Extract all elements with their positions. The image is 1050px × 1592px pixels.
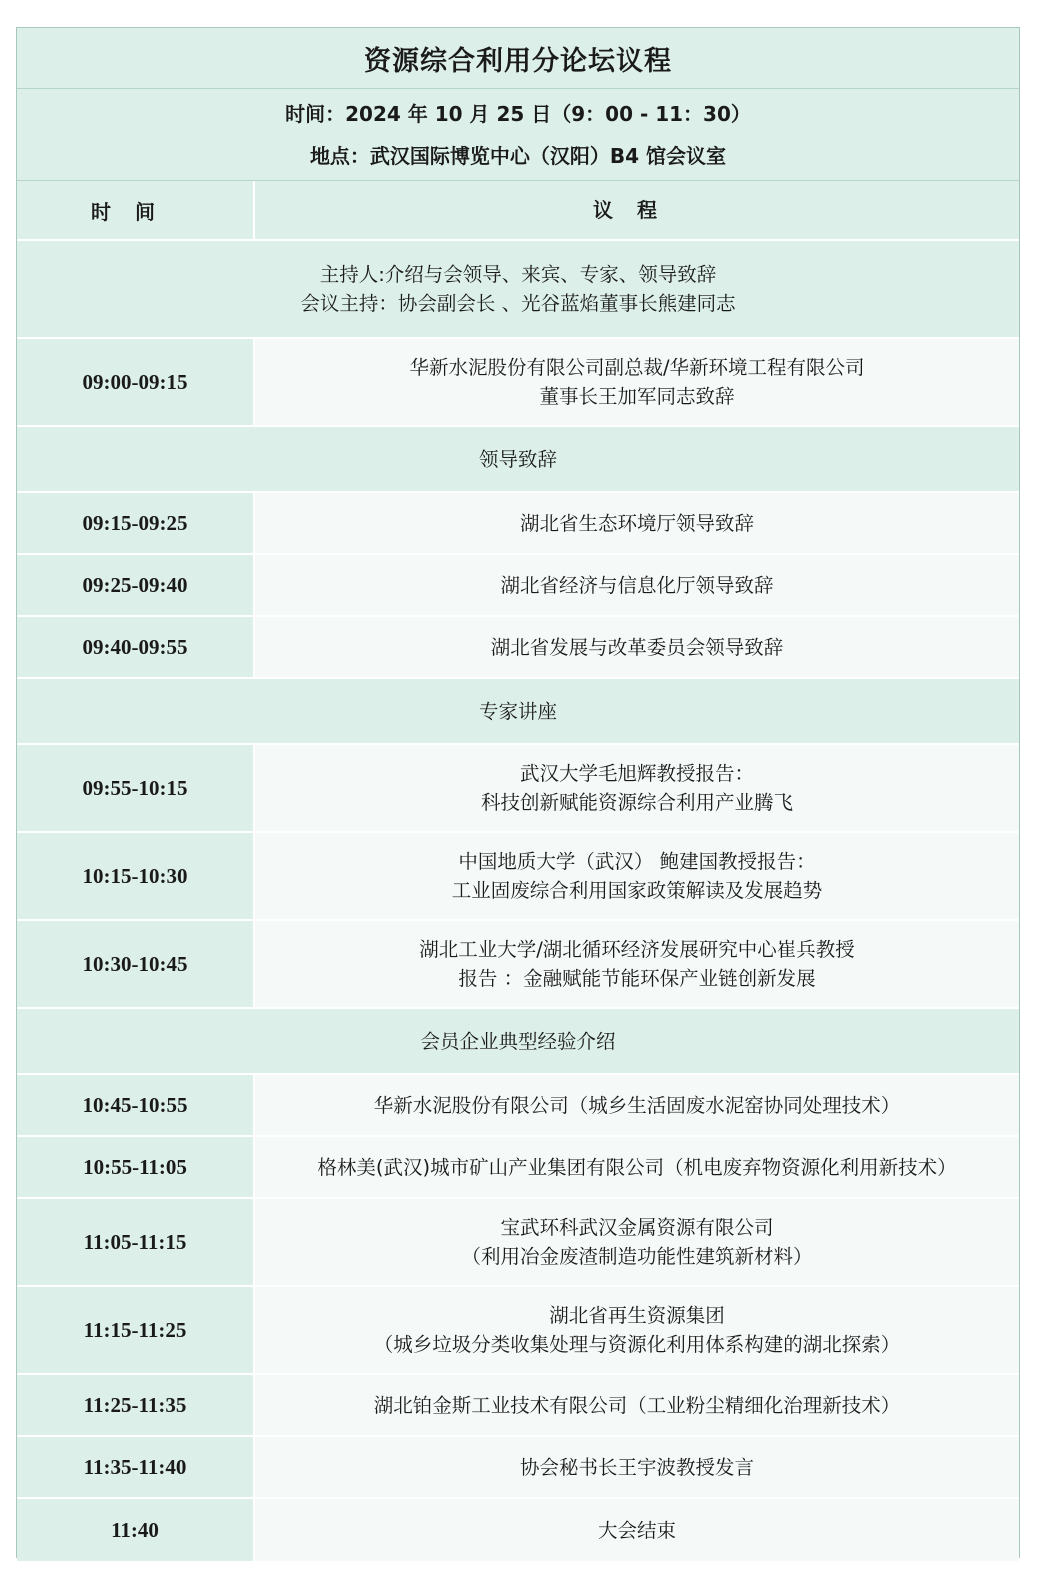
agenda-line: 董事长王加军同志致辞: [539, 385, 735, 408]
section-label: 领导致辞: [17, 427, 1019, 491]
info-venue: 地点：武汉国际博览中心（汉阳）B4 馆会议室: [309, 143, 727, 168]
agenda-line: 湖北省发展与改革委员会领导致辞: [490, 635, 784, 659]
agenda-line: 湖北省经济与信息化厅领导致辞: [500, 573, 774, 597]
info-block: [17, 89, 1019, 181]
time-cell: 10:45-10:55: [17, 1075, 255, 1135]
agenda-cell: [255, 745, 1019, 831]
section-label: 会员企业典型经验介绍: [17, 1009, 1019, 1073]
time-cell: 10:30-10:45: [17, 921, 255, 1007]
agenda-cell: [255, 1075, 1019, 1135]
host-line: 会议主持：协会副会长 、光谷蓝焰董事长熊建同志: [300, 292, 736, 315]
table-row: [17, 1075, 1019, 1137]
agenda-table: [17, 181, 1019, 1561]
time-cell: 10:55-11:05: [17, 1137, 255, 1197]
info-time: 时间：2024 年 10 月 25 日（9：00 - 11：30）: [285, 101, 751, 126]
table-row: [17, 833, 1019, 921]
agenda-line: 报告 ：金融赋能节能环保产业链创新发展: [458, 967, 816, 990]
host-section-row: [17, 241, 1019, 339]
time-cell: 09:25-09:40: [17, 555, 255, 615]
agenda-line: 中国地质大学（武汉） 鲍建国教授报告：: [458, 850, 816, 873]
table-row: [17, 1499, 1019, 1561]
agenda-line: 科技创新赋能资源综合利用产业腾飞: [480, 791, 793, 814]
table-header-row: [17, 181, 1019, 241]
time-cell: 10:15-10:30: [17, 833, 255, 919]
time-cell: 09:15-09:25: [17, 493, 255, 553]
host-section-cell: [17, 241, 1019, 337]
agenda-line: （利用冶金废渣制造功能性建筑新材料）: [461, 1245, 813, 1268]
agenda-line: 湖北铂金斯工业技术有限公司（工业粉尘精细化治理新技术）: [373, 1393, 901, 1417]
agenda-line: 湖北省生态环境厅领导致辞: [519, 511, 754, 535]
agenda-cell: [255, 617, 1019, 677]
agenda-cell: [255, 1199, 1019, 1285]
agenda-cell: [255, 493, 1019, 553]
agenda-cell: [255, 1499, 1019, 1561]
table-row: [17, 1137, 1019, 1199]
time-cell: 09:40-09:55: [17, 617, 255, 677]
time-cell: 09:00-09:15: [17, 339, 255, 425]
table-row: [17, 1287, 1019, 1375]
time-cell: 11:25-11:35: [17, 1375, 255, 1435]
agenda-cell: [255, 1375, 1019, 1435]
agenda-line: （城乡垃圾分类收集处理与资源化利用体系构建的湖北探索）: [373, 1333, 901, 1356]
agenda-cell: [255, 833, 1019, 919]
section-label: 专家讲座: [17, 679, 1019, 743]
table-row: [17, 1375, 1019, 1437]
table-row: [17, 921, 1019, 1009]
agenda-line: 华新水泥股份有限公司（城乡生活固废水泥窑协同处理技术）: [373, 1093, 901, 1117]
header-agenda: 议程: [255, 181, 1019, 239]
agenda-line: 协会秘书长王宇波教授发言: [519, 1455, 754, 1479]
host-line: 主持人:介绍与会领导、来宾、专家、领导致辞: [319, 263, 717, 286]
agenda-cell: [255, 339, 1019, 425]
agenda-line: 工业固废综合利用国家政策解读及发展趋势: [451, 879, 823, 902]
agenda-cell: [255, 1287, 1019, 1373]
section-row: [17, 1009, 1019, 1075]
section-row: [17, 427, 1019, 493]
section-row: [17, 679, 1019, 745]
agenda-cell: [255, 555, 1019, 615]
time-cell: 09:55-10:15: [17, 745, 255, 831]
table-row: [17, 1437, 1019, 1499]
agenda-line: 宝武环科武汉金属资源有限公司: [500, 1216, 774, 1239]
agenda-sheet: [16, 27, 1020, 1558]
agenda-cell: [255, 1437, 1019, 1497]
header-time: 时间: [17, 181, 255, 239]
agenda-line: 武汉大学毛旭辉教授报告：: [519, 762, 754, 785]
agenda-cell: [255, 1137, 1019, 1197]
agenda-line: 华新水泥股份有限公司副总裁/华新环境工程有限公司: [409, 356, 865, 379]
time-cell: 11:40: [17, 1499, 255, 1561]
table-row: [17, 745, 1019, 833]
table-row: [17, 617, 1019, 679]
agenda-cell: [255, 921, 1019, 1007]
agenda-line: 湖北省再生资源集团: [549, 1304, 725, 1327]
time-cell: 11:05-11:15: [17, 1199, 255, 1285]
agenda-line: 大会结束: [597, 1518, 676, 1542]
table-row: [17, 493, 1019, 555]
time-cell: 11:15-11:25: [17, 1287, 255, 1373]
table-row: [17, 555, 1019, 617]
page-title: 资源综合利用分论坛议程: [17, 28, 1019, 89]
table-row: [17, 1199, 1019, 1287]
agenda-line: 格林美(武汉)城市矿山产业集团有限公司（机电废弃物资源化利用新技术）: [317, 1155, 957, 1179]
table-row: [17, 339, 1019, 427]
agenda-line: 湖北工业大学/湖北循环经济发展研究中心崔兵教授: [419, 938, 855, 961]
time-cell: 11:35-11:40: [17, 1437, 255, 1497]
